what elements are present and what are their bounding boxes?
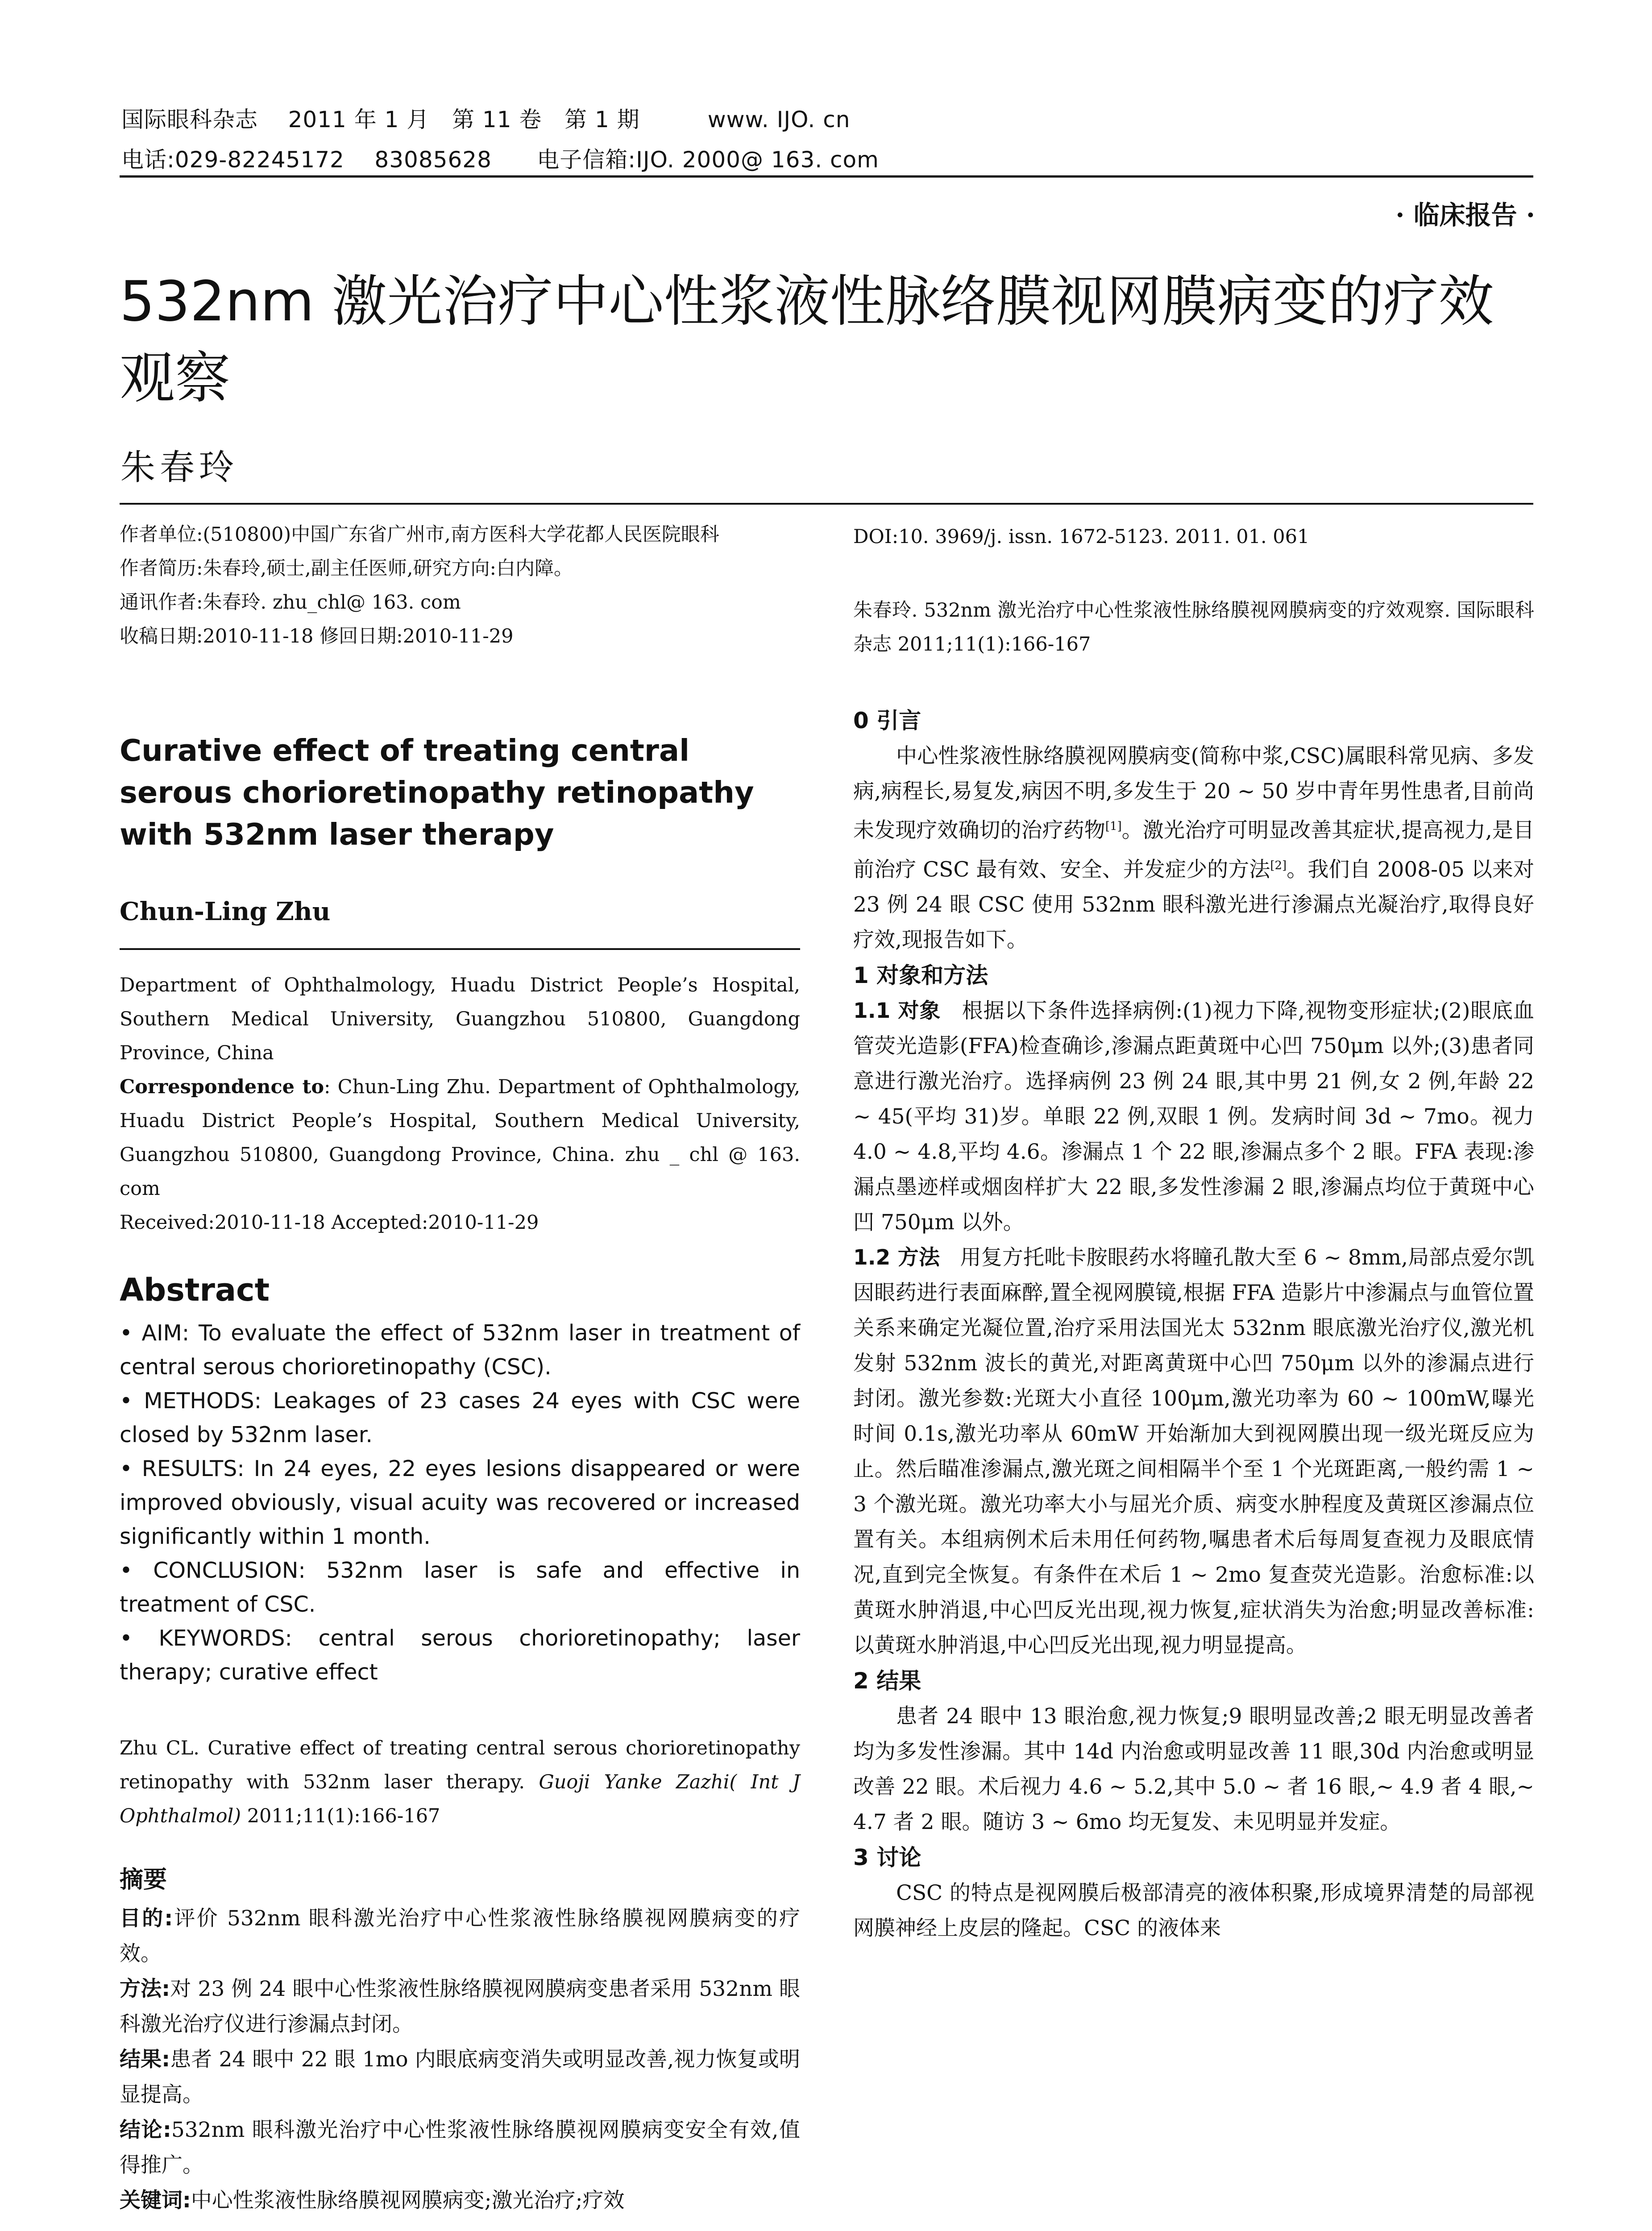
journal-header-line2: 电话:029-82245172 83085628 电子信箱:IJO. 2000@ 163. com (121, 147, 879, 173)
article-title: 532nm 激光治疗中心性浆液性脉络膜视网膜病变的疗效观察 (120, 270, 1494, 411)
chinese-abstract (120, 1861, 800, 2218)
english-author: Chun-Ling Zhu (120, 897, 331, 926)
author-bio: 作者简历:朱春玲,硕士,副主任医师,研究方向:白内障。 (120, 557, 573, 580)
zh-abstract-keywords: 关键词:中心性浆液性脉络膜视网膜病变;激光治疗;疗效 (120, 2188, 625, 2213)
zh-abstract-conclusion: 结论:532nm 眼科激光治疗中心性浆液性脉络膜视网膜病变安全有效,值得推广。 (120, 2118, 800, 2177)
english-affiliation-block (120, 968, 800, 1240)
citation-journal: Guoji Yanke Zazhi( Int J Ophthalmol) (120, 1771, 800, 1827)
section-2-text: 患者 24 眼中 13 眼治愈,视力恢复;9 眼明显改善;2 眼无明显改善者均为多发性渗漏。其中 14d 内治愈或明显改善 11 眼,30d 内治愈或明显改善 22 眼。术后视力 4.6 ~ 5.2,其中 5.0 ~ 者 16 眼,~ 4.9 者 4 眼,~ 4.7 者 2 眼。随访 3 ~ 6mo 均无复发、未见明显并发症。 (853, 1704, 1534, 1835)
section-1-2: 1.2 方法 用复方托吡卡胺眼药水将瞳孔散大至 6 ~ 8mm,局部点爱尔凯因眼药进行表面麻醉,置全视网膜镜,根据 FFA 造影片中渗漏点与血管位置关系来确定光凝位置,治疗采用法国光太 532nm 眼底激光治疗仪,激光机发射 532nm 波长的黄光,对距离黄斑中心凹 750μm 以外的渗漏点进行封闭。激光参数:光斑大小直径 100μm,激光功率为 60 ~ 100mW,曝光时间 0.1s,激光功率从 60mW 开始渐加大到视网膜出现一级光斑反应为止。然后瞄准渗漏点,激光斑之间相隔半个至 1 个光斑距离,一般约需 1 ~ 3 个激光斑。激光功率大小与屈光介质、病变水肿程度及黄斑区渗漏点位置有关。本组病例术后未用任何药物,嘱患者术后每周复查视力及眼底情况,直到完全恢复。有条件在术后 1 ~ 2mo 复查荧光造影。治愈标准:以黄斑水肿消退,中心凹反光出现,视力恢复,症状消失为治愈;明显改善标准:以黄斑水肿消退,中心凹反光出现,视力明显提高。 (853, 1245, 1534, 1658)
article-body (853, 703, 1534, 1946)
received-dates: 收稿日期:2010-11-18 修回日期:2010-11-29 (120, 625, 514, 647)
section-0-heading: 0 引言 (853, 708, 921, 734)
section-1-heading: 1 对象和方法 (853, 962, 988, 989)
section-3-text: CSC 的特点是视网膜后极部清亮的液体积聚,形成境界清楚的局部视网膜神经上皮层的隆起。CSC 的液体来 (853, 1881, 1534, 1941)
doi: DOI:10. 3969/j. issn. 1672-5123. 2011. 01. 061 (853, 526, 1310, 548)
abstract-results: • RESULTS: In 24 eyes, 22 eyes lesions disappeared or were improved obviously, visual acuity was recovered or increased significantly within 1 month. (120, 1456, 800, 1549)
english-affiliation: Department of Ophthalmology, Huadu District People’s Hospital, Southern Medical University, Guangzhou 510800, Guangdong Province, China (120, 974, 800, 1064)
zh-abstract-aim: 目的:评价 532nm 眼科激光治疗中心性浆液性脉络膜视网膜病变的疗效。 (120, 1906, 800, 1966)
author-affiliation: 作者单位:(510800)中国广东省广州市,南方医科大学花都人民医院眼科 (120, 523, 719, 546)
english-received: Received:2010-11-18 Accepted:2010-11-29 (120, 1211, 539, 1234)
reference-1: [1] (1105, 820, 1122, 833)
section-3-heading: 3 讨论 (853, 1845, 921, 1871)
abstract-conclusion: • CONCLUSION: 532nm laser is safe and effective in treatment of CSC. (120, 1558, 800, 1617)
abstract-keywords: • KEYWORDS: central serous chorioretinopathy; laser therapy; curative effect (120, 1626, 800, 1685)
english-title: Curative effect of treating central serous chorioretinopathy retinopathy with 532nm laser therapy (120, 733, 754, 852)
section-0-text: 中心性浆液性脉络膜视网膜病变(简称中浆,CSC)属眼科常见病、多发病,病程长,易复发,病因不明,多发生于 20 ~ 50 岁中青年男性患者,目前尚未发现疗效确切的治疗药物[1]。激光治疗可明显改善其症状,提高视力,是目前治疗 CSC 最有效、安全、并发症少的方法[2]。我们自 2008-05 以来对 23 例 24 眼 CSC 使用 532nm 眼科激光进行渗漏点光凝治疗,取得良好疗效,现报告如下。 (853, 744, 1534, 953)
zh-abstract-methods: 方法:对 23 例 24 眼中心性浆液性脉络膜视网膜病变患者采用 532nm 眼科激光治疗仪进行渗漏点封闭。 (120, 1977, 801, 2036)
english-correspondence (120, 1070, 800, 1206)
journal-header-line1: 国际眼科杂志 2011 年 1 月 第 11 卷 第 1 期 www. IJO. cn (121, 107, 851, 133)
article-author: 朱春玲 (120, 448, 239, 488)
zh-abstract-results: 结果:患者 24 眼中 22 眼 1mo 内眼底病变消失或明显改善,视力恢复或明显提高。 (120, 2047, 800, 2107)
citation-prefix: Zhu CL. Curative effect of treating central serous chorioretinopathy retinopathy with 532nm laser therapy. (120, 1737, 800, 1793)
english-citation (120, 1731, 800, 1833)
section-1-1: 1.1 对象 根据以下条件选择病例:(1)视力下降,视物变形症状;(2)眼底血管荧光造影(FFA)检查确诊,渗漏点距黄斑中心凹 750μm 以外;(3)患者同意进行激光治疗。选择病例 23 例 24 眼,其中男 21 例,女 2 例,年龄 22 ~ 45(平均 31)岁。单眼 22 例,双眼 1 例。发病时间 3d ~ 7mo。视力 4.0 ~ 4.8,平均 4.6。渗漏点 1 个 22 眼,渗漏点多个 2 眼。FFA 表现:渗漏点墨迹样或烟囱样扩大 22 眼,多发性渗漏 2 眼,渗漏点均位于黄斑中心凹 750μm 以外。 (853, 999, 1534, 1235)
english-abstract (120, 1316, 800, 1689)
corresponding-author: 通讯作者:朱春玲. zhu_chl@ 163. com (120, 591, 461, 614)
chinese-abstract-heading: 摘要 (120, 1866, 167, 1893)
chinese-citation: 朱春玲. 532nm 激光治疗中心性浆液性脉络膜视网膜病变的疗效观察. 国际眼科杂志 2011;11(1):166-167 (853, 599, 1534, 655)
header-rule (120, 175, 1533, 178)
section-1-2-label: 1.2 方法 (853, 1245, 940, 1270)
author-info (120, 518, 800, 653)
abstract-methods: • METHODS: Leakages of 23 cases 24 eyes with CSC were closed by 532nm laser. (120, 1388, 800, 1447)
section-1-1-label: 1.1 对象 (853, 999, 941, 1024)
english-author-rule (120, 948, 800, 950)
abstract-aim: • AIM: To evaluate the effect of 532nm laser in treatment of central serous chorioretinopathy (CSC). (120, 1320, 800, 1380)
correspondence-text: : Chun-Ling Zhu. Department of Ophthalmology, Huadu District People’s Hospital, Southern Medical University, Guangzhou 510800, Guangdong Province, China. zhu _ chl @ 163. com (120, 1076, 801, 1200)
correspondence-label: Correspondence to (120, 1076, 324, 1098)
section-2-heading: 2 结果 (853, 1668, 921, 1694)
abstract-heading: Abstract (120, 1272, 270, 1308)
title-rule (120, 503, 1533, 505)
reference-2: [2] (1270, 858, 1287, 872)
section-tag: · 临床报告 · (1395, 200, 1535, 230)
citation-suffix: 2011;11(1):166-167 (241, 1805, 440, 1827)
